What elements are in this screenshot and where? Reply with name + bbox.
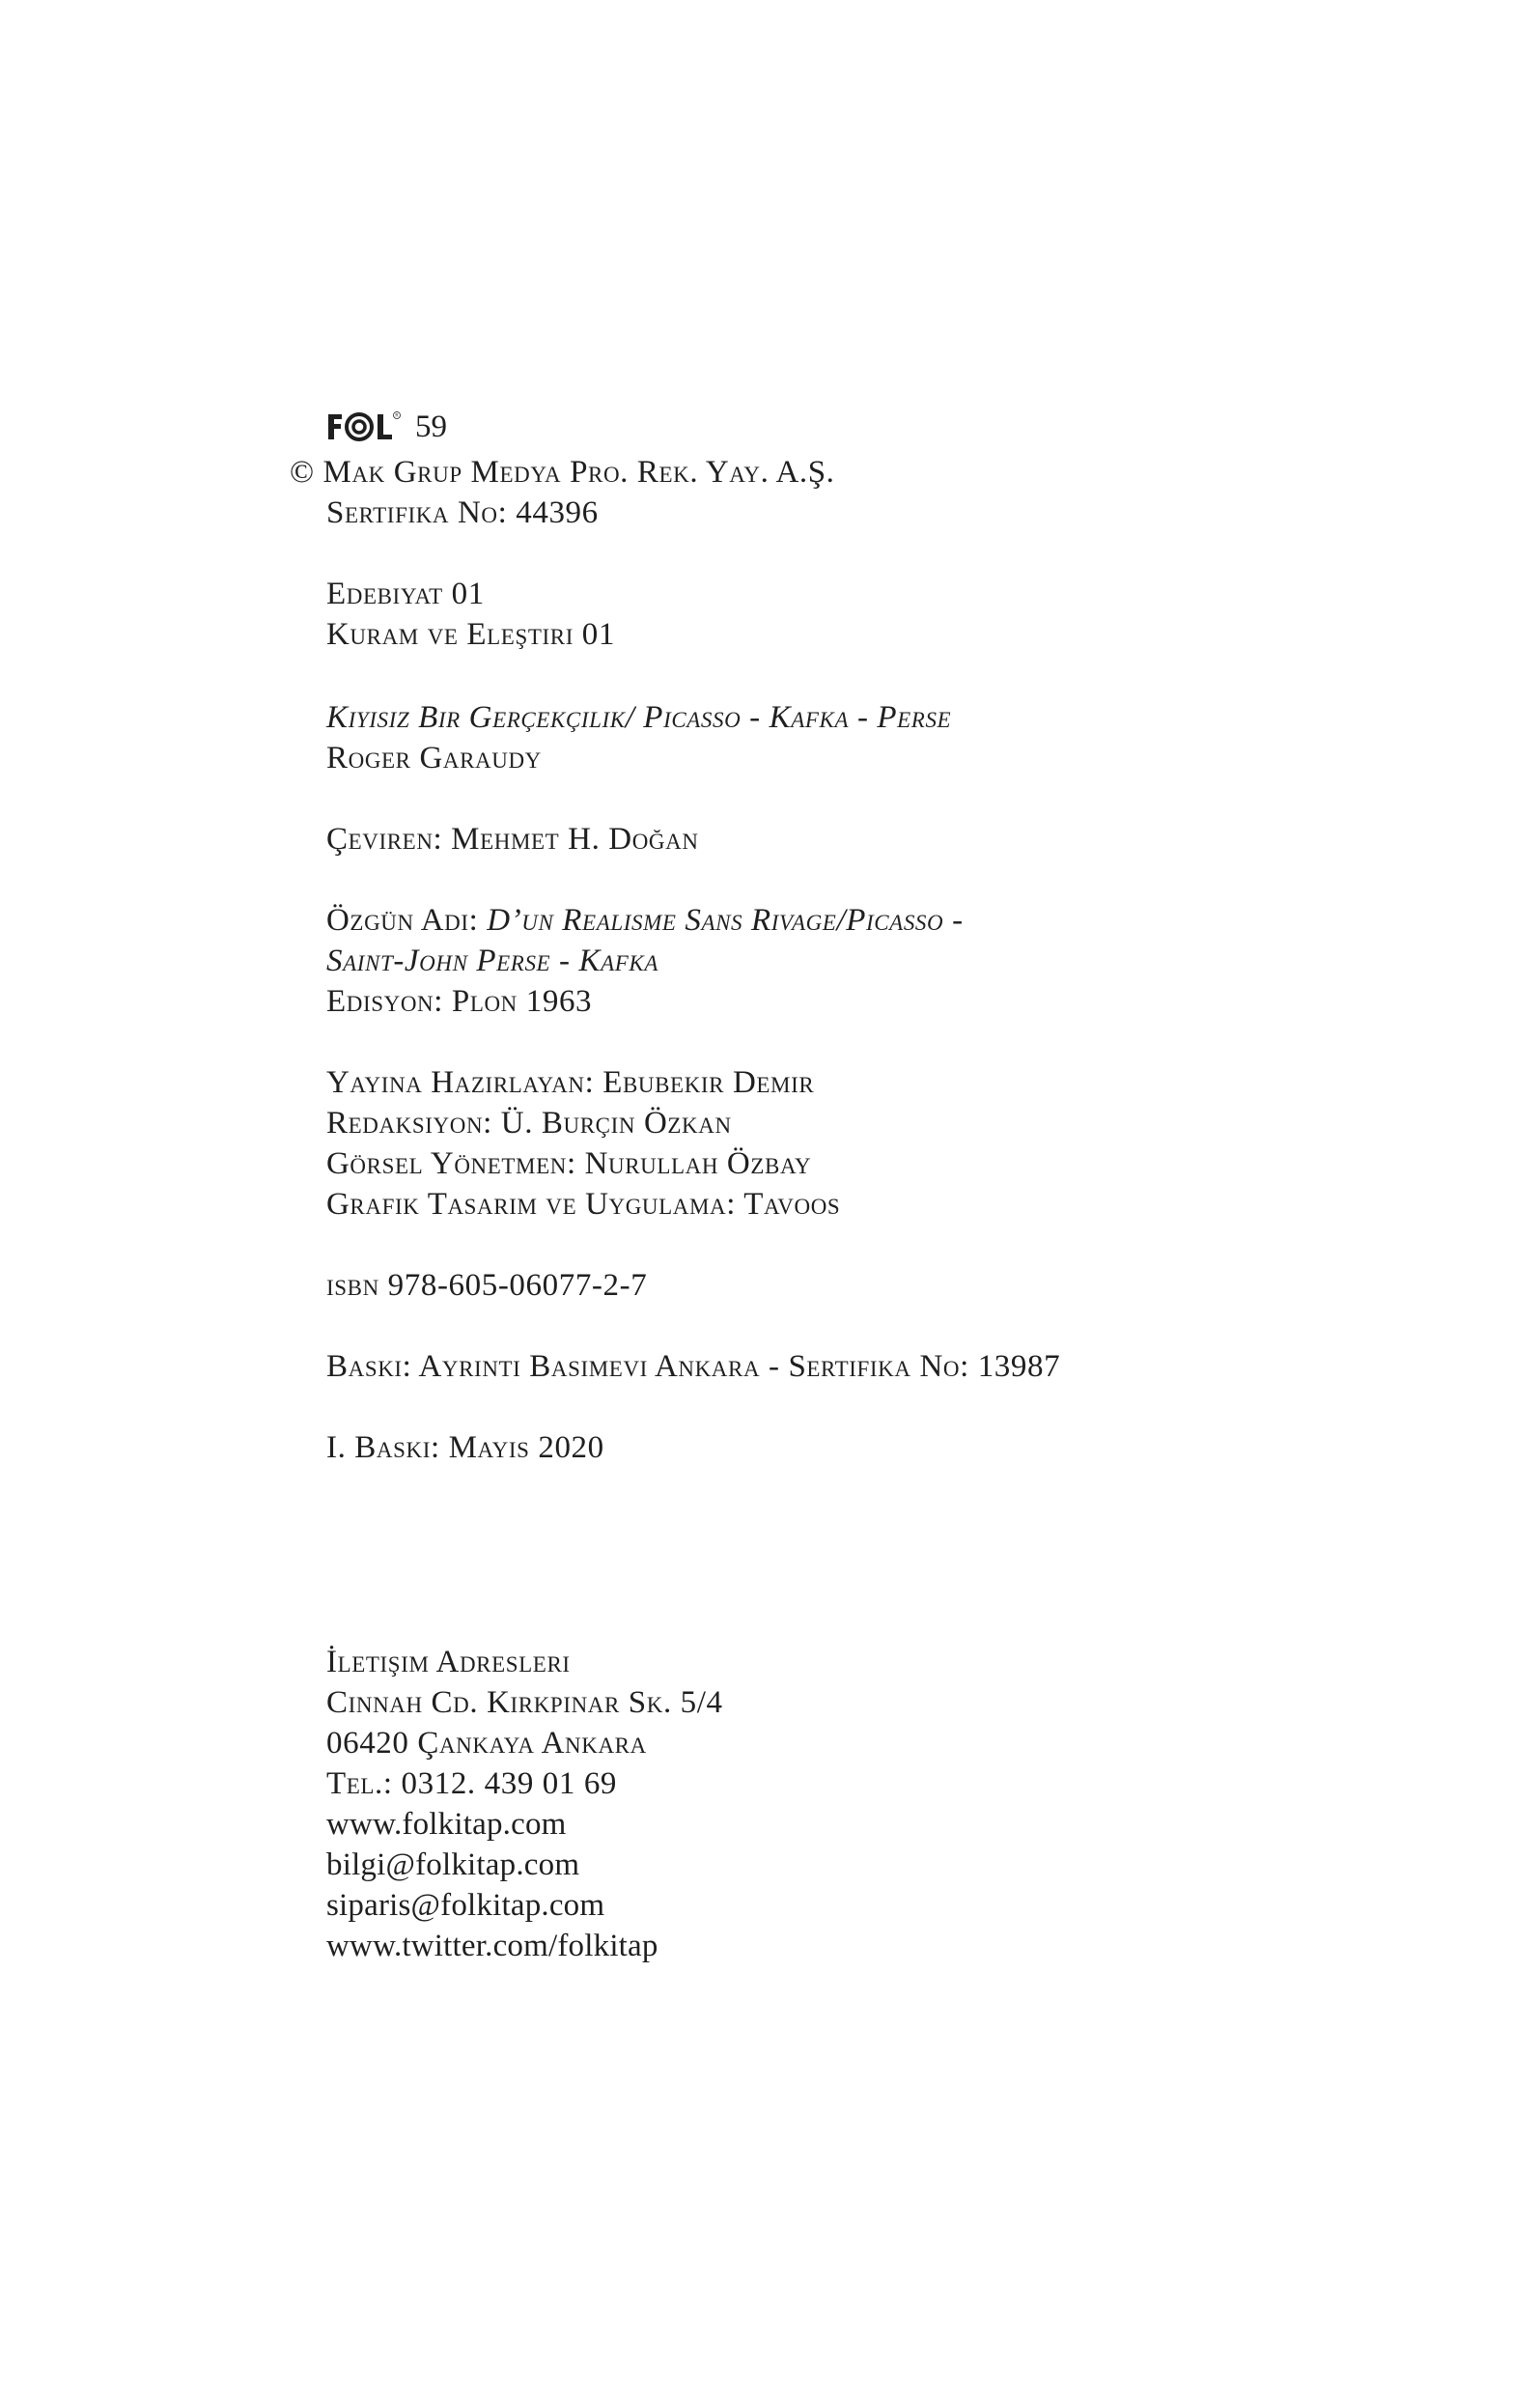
publisher-block	[290, 452, 835, 493]
credit-line: Grafik Tasarım ve Uygulama: Tavoos	[326, 1187, 841, 1222]
credit-line: Görsel Yönetmen: Nurullah Özbay	[326, 1146, 812, 1181]
twitter-link[interactable]: www.twitter.com/folkitap	[326, 1929, 658, 1963]
credit-line: Redaksiyon: Ü. Burçin Özkan	[326, 1106, 732, 1141]
address-line: Cinnah Cd. Kırkpınar Sk. 5/4	[326, 1685, 723, 1720]
svg-text:R: R	[395, 413, 399, 419]
certificate-line: Sertifika No: 44396	[326, 495, 599, 530]
category-block	[326, 574, 615, 655]
address-line: 06420 Çankaya Ankara	[326, 1726, 647, 1761]
category-line: Edebiyat 01	[326, 577, 485, 611]
isbn-line: isbn 978-605-06077-2-7	[326, 1268, 648, 1303]
original-title-line	[326, 900, 964, 941]
printing-line: Baskı: Ayrıntı Basımevi Ankara - Sertifika No: 13987	[326, 1349, 1061, 1384]
book-block	[326, 697, 951, 778]
website-link[interactable]: www.folkitap.com	[326, 1807, 567, 1842]
isbn-block	[326, 1265, 647, 1306]
book-author: Roger Garaudy	[326, 741, 542, 775]
original-block	[326, 900, 964, 1022]
contact-heading: İletişim Adresleri	[326, 1645, 571, 1679]
fol-logo-mark	[326, 410, 402, 443]
category-line: Kuram ve Eleştiri 01	[326, 617, 616, 652]
publisher-line: © Mak Grup Medya Pro. Rek. Yay. A.Ş.	[290, 455, 835, 490]
original-label: Özgün Adı:	[326, 903, 488, 938]
original-edition: Edisyon: Plon 1963	[326, 984, 593, 1019]
contact-block	[326, 1642, 723, 1966]
fol-logo	[326, 410, 402, 443]
original-title-part1: D’un Realisme Sans Rivage/Picasso -	[487, 903, 964, 938]
email-orders-link[interactable]: siparis@folkitap.com	[326, 1888, 605, 1923]
email-info-link[interactable]: bilgi@folkitap.com	[326, 1847, 580, 1882]
printing-block	[326, 1346, 1060, 1387]
original-title-part2: Saint-John Perse - Kafka	[326, 944, 658, 978]
translator-block	[326, 819, 699, 860]
series-header	[326, 404, 447, 450]
phone-line: Tel.: 0312. 439 01 69	[326, 1766, 618, 1801]
certificate-block	[326, 493, 599, 533]
translator-line: Çeviren: Mehmet H. Doğan	[326, 822, 699, 857]
credit-line: Yayına Hazırlayan: Ebubekir Demir	[326, 1065, 815, 1100]
credits-block	[326, 1062, 840, 1225]
edition-block	[326, 1427, 604, 1468]
series-number: 59	[415, 409, 447, 444]
book-title: Kıyısız Bir Gerçekçilik/ Picasso - Kafka - Perse	[326, 700, 952, 735]
edition-date-line: I. Baskı: Mayıs 2020	[326, 1430, 604, 1465]
